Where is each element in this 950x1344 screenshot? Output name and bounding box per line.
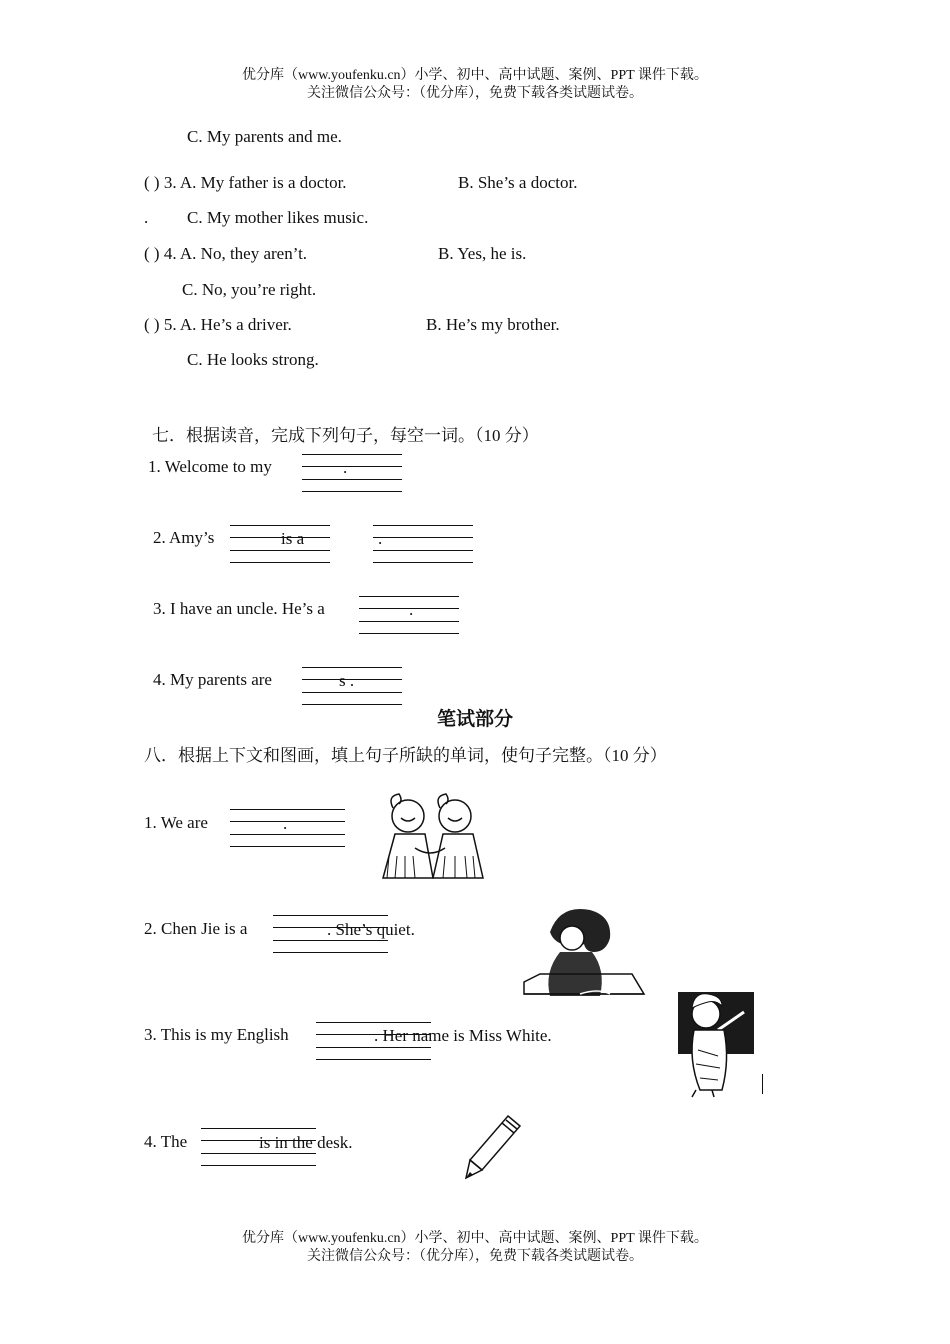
- q4-option-a: ( ) 4. A. No, they aren’t.: [144, 244, 308, 263]
- written-part-title: 笔试部分: [436, 708, 513, 730]
- header-line-1: 优分库（www.youfenku.cn）小学、初中、高中试题、案例、PPT 课件下载。: [242, 68, 708, 83]
- s7-item1-writing-lines[interactable]: [302, 454, 402, 492]
- teacher-at-blackboard-icon: [678, 990, 758, 1098]
- s8-item2-suffix: . She’s quiet.: [327, 920, 415, 939]
- header-line-2: 关注微信公众号：（优分库），免费下载各类试题试卷。: [307, 86, 643, 101]
- s8-item1-writing-lines[interactable]: [230, 809, 345, 847]
- s8-item2-prefix: 2. Chen Jie is a: [144, 919, 248, 938]
- q4-option-b: B. Yes, he is.: [438, 244, 527, 263]
- stray-cursor-mark: [762, 1074, 763, 1094]
- s8-item4-prefix: 4. The: [144, 1132, 188, 1151]
- q3-dot: .: [144, 208, 149, 227]
- footer-line-1: 优分库（www.youfenku.cn）小学、初中、高中试题、案例、PPT 课件下载。: [242, 1231, 708, 1246]
- footer-line-2: 关注微信公众号：（优分库），免费下载各类试题试卷。: [307, 1249, 643, 1264]
- s7-item1-prefix: 1. Welcome to my: [148, 457, 272, 476]
- two-girls-holding-hands-icon: [375, 790, 490, 882]
- q3-option-b: B. She’s a doctor.: [458, 173, 578, 192]
- s7-item4-prefix: 4. My parents are: [153, 670, 272, 689]
- s7-item2-writing-lines-2[interactable]: [373, 525, 473, 563]
- s7-item4-fill: s .: [339, 671, 355, 690]
- s7-item2-prefix: 2. Amy’s: [153, 528, 215, 547]
- q2-option-c: C. My parents and me.: [187, 127, 342, 146]
- s8-item1-fill: .: [283, 814, 288, 833]
- q3-option-a: ( ) 3. A. My father is a doctor.: [144, 173, 347, 192]
- q3-option-c: C. My mother likes music.: [187, 208, 369, 227]
- s7-item2-fill-1: is a: [281, 529, 305, 548]
- s7-item3-prefix: 3. I have an uncle. He’s a: [153, 599, 325, 618]
- section8-title: 八．根据上下文和图画，填上句子所缺的单词，使句子完整。（10 分）: [144, 746, 667, 765]
- q4-option-c: C. No, you’re right.: [182, 280, 317, 299]
- s8-item1-prefix: 1. We are: [144, 813, 208, 832]
- q5-option-a: ( ) 5. A. He’s a driver.: [144, 315, 292, 334]
- pencil-icon: [462, 1112, 524, 1182]
- s7-item3-fill: .: [409, 600, 414, 619]
- section7-title: 七．根据读音，完成下列句子，每空一词。（10 分）: [152, 426, 539, 445]
- s7-item1-fill: .: [343, 458, 348, 477]
- s8-item3-prefix: 3. This is my English: [144, 1025, 289, 1044]
- s8-item3-suffix: . Her name is Miss White.: [374, 1026, 552, 1045]
- s8-item4-suffix: is in the desk.: [259, 1133, 353, 1152]
- s7-item2-writing-lines-1[interactable]: [230, 525, 330, 563]
- q5-option-c: C. He looks strong.: [187, 350, 319, 369]
- girl-sitting-icon: [520, 902, 648, 1012]
- q5-option-b: B. He’s my brother.: [426, 315, 560, 334]
- s7-item2-fill-2: .: [378, 529, 383, 548]
